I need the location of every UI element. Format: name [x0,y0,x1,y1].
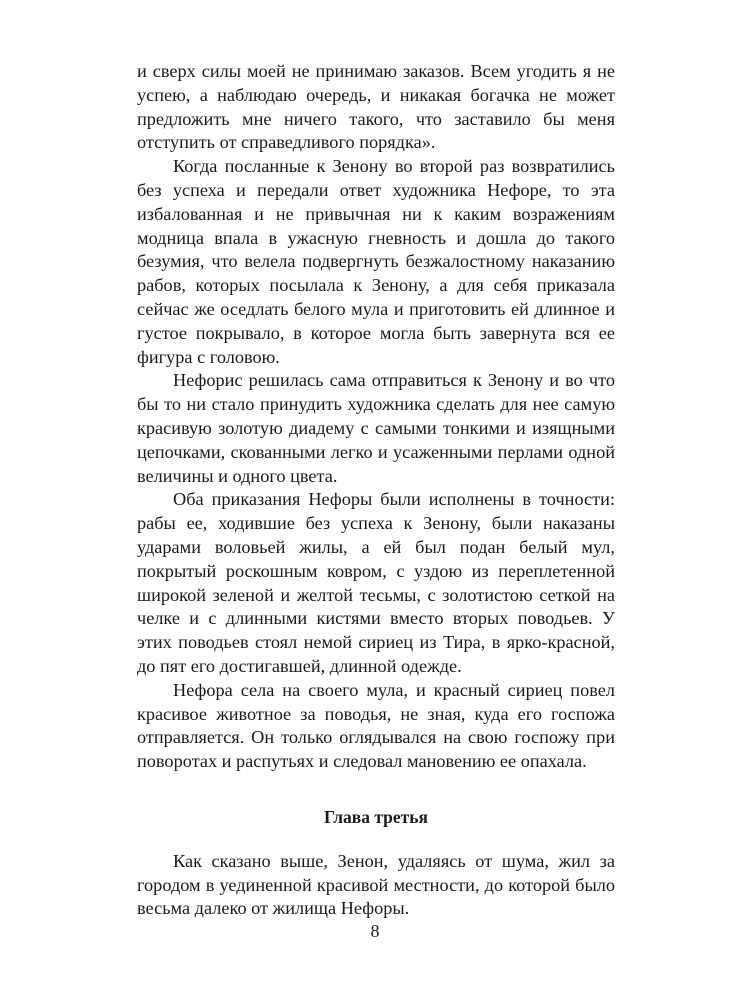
chapter-paragraph-1: Как сказано выше, Зенон, удаляясь от шума, жил за городом в уединенной красивой местности, до которой было весьма далеко от жилища Нефоры. [137,850,615,919]
paragraph-5: Нефора села на своего мула, и красный сириец повел красивое животное за поводья, не зная, куда его госпожа отправляется. Он только оглядывался на свою госпожу при поворотах и распутьях и следовал мановению ее опахала. [137,679,615,772]
paragraph-4: Оба приказания Нефоры были исполнены в точности: рабы ее, ходившие без успеха к Зенону, были наказаны ударами воловьей жилы, а ей был подан белый мул, покрытый роскошным ковром, с уздою из переплетенной широкой зеленой и желтой тесьмы, с золотистою сеткой на челке и с длинными кистями вместо вторых поводьев. У этих поводьев стоял немой сириец из Тира, в ярко-красной, до пят его достигавшей, длинной одежде. [137,489,615,676]
page-number: 8 [370,921,380,941]
page-body [137,60,615,921]
paragraph-1: и сверх силы моей не принимаю заказов. Всем угодить я не успею, а наблюдаю очередь, и никакая богачка не может предложить мне ничего такого, что заставило бы меня отступить от справедливого порядка». [137,61,615,153]
paragraph-2: Когда посланные к Зенону во второй раз возвратились без успеха и передали ответ художника Нефоре, то эта избалованная и не привычная ни к каким возражениям модница впала в ужасную гневность и дошла до такого безумия, что велела подвергнуть безжалостному наказанию рабов, которых посылала к Зенону, а для себя приказала сейчас же оседлать белого мула и приготовить ей длинное и густое покрывало, в которое могла быть завернута вся ее фигура с головою. [137,156,615,367]
chapter-heading: Глава третья [324,806,428,827]
paragraph-3: Нефорис решилась сама отправиться к Зенону и во что бы то ни стало принудить художника сделать для нее самую красивую золотую диадему с самыми тонкими и изящными цепочками, скованными легко и усаженными перлами одной величины и одного цвета. [137,370,615,486]
